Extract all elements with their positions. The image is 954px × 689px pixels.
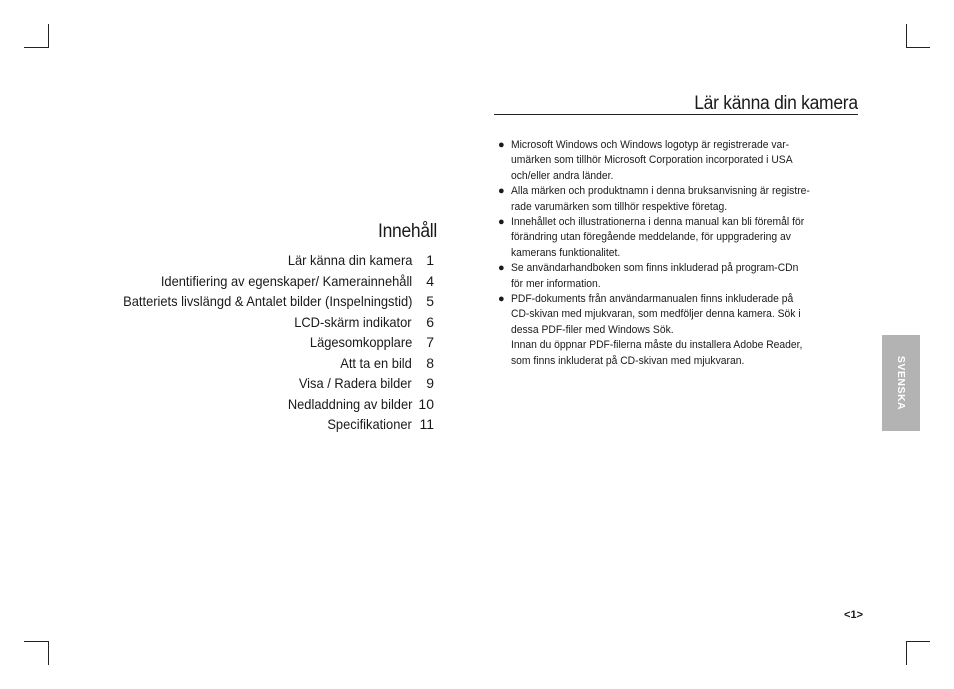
toc-entry	[98, 355, 434, 376]
toc-entry	[98, 252, 434, 273]
bullet-icon: ●	[498, 216, 505, 229]
toc-entry	[98, 293, 434, 314]
toc-entry-label: Visa / Radera bilder	[299, 375, 412, 391]
note-line: Microsoft Windows och Windows logotyp är registrerade var-	[511, 139, 790, 151]
page-number: <1>	[844, 609, 863, 621]
note-item	[496, 338, 841, 369]
note-item	[496, 292, 841, 338]
toc-entry-page: 1	[426, 252, 434, 268]
bullet-icon: ●	[498, 293, 505, 306]
bullet-icon: ●	[498, 185, 505, 198]
note-item	[496, 215, 841, 261]
toc-entry-page: 8	[426, 354, 434, 371]
note-line: förändring utan föregående meddelande, för uppgradering av	[511, 231, 791, 244]
toc-entry	[98, 273, 434, 294]
section-title: Lär känna din kamera	[694, 93, 858, 114]
crop-mark-top-right	[906, 47, 930, 48]
toc-entry-label: Att ta en bild	[340, 354, 412, 371]
bullet-icon: ●	[498, 262, 505, 275]
note-line: PDF-dokuments från användarmanualen finns inkluderade på	[511, 293, 794, 306]
section-rule	[494, 114, 858, 115]
note-line: rade varumärken som tillhör respektive företag.	[511, 200, 728, 213]
note-line: CD-skivan med mjukvaran, som medföljer denna kamera. Sök i	[511, 308, 801, 321]
crop-mark-bottom-right	[906, 641, 930, 642]
note-line: Alla märken och produktnamn i denna bruksanvisning är registre-	[511, 185, 810, 198]
toc-entry-label: LCD-skärm indikator	[294, 313, 412, 330]
notes-list	[496, 138, 841, 369]
toc-entry-page: 7	[426, 334, 434, 350]
toc-entry	[98, 416, 434, 437]
toc-entry	[98, 396, 434, 417]
crop-mark-bottom-left	[48, 641, 49, 665]
language-tab-label: SVENSKA	[895, 355, 907, 411]
bullet-icon: ●	[498, 139, 505, 151]
crop-mark-bottom-right	[906, 641, 907, 665]
toc-entry-page: 10	[418, 395, 434, 412]
note-line: umärken som tillhör Microsoft Corporation incorporated i USA	[511, 154, 793, 167]
toc-entry-page: 9	[426, 375, 434, 391]
toc-entry-label: Lägesomkopplare	[309, 334, 412, 350]
toc-entry	[98, 314, 434, 335]
toc-entry-label: Specifikationer	[327, 416, 412, 432]
note-line: Innan du öppnar PDF-filerna måste du installera Adobe Reader,	[511, 339, 803, 352]
toc-entry-label: Batteriets livslängd & Antalet bilder (Inspelningstid)	[122, 293, 412, 309]
note-line: för mer information.	[511, 277, 601, 290]
crop-mark-top-left	[48, 24, 49, 48]
note-line: och/eller andra länder.	[511, 169, 614, 182]
crop-mark-top-right	[906, 24, 907, 48]
note-line: Innehållet och illustrationerna i denna manual kan bli föremål för	[511, 216, 805, 229]
toc-entry-page: 6	[426, 313, 434, 330]
toc-entry-label: Nedladdning av bilder	[287, 395, 412, 412]
toc-entry-page: 5	[426, 293, 434, 309]
toc-entry-label: Lär känna din kamera	[287, 252, 412, 268]
note-item	[496, 184, 841, 215]
note-line: som finns inkluderat på CD-skivan med mjukvaran.	[511, 354, 745, 367]
note-line: Se användarhandboken som finns inkluderad på program-CDn	[511, 262, 799, 275]
toc-entry-page: 11	[419, 416, 434, 432]
note-line: kamerans funktionalitet.	[511, 246, 621, 259]
toc-entry-label: Identifiering av egenskaper/ Kamerainnehåll	[160, 272, 412, 289]
language-tab	[882, 335, 920, 431]
note-item	[496, 261, 841, 292]
note-line: dessa PDF-filer med Windows Sök.	[511, 323, 674, 336]
toc-list	[98, 252, 434, 437]
toc-entry	[98, 334, 434, 355]
toc-entry	[98, 375, 434, 396]
toc-entry-page: 4	[426, 272, 434, 289]
crop-mark-bottom-left	[24, 641, 48, 642]
toc-title: Innehåll	[378, 221, 438, 242]
note-item	[496, 138, 841, 184]
crop-mark-top-left	[24, 47, 48, 48]
